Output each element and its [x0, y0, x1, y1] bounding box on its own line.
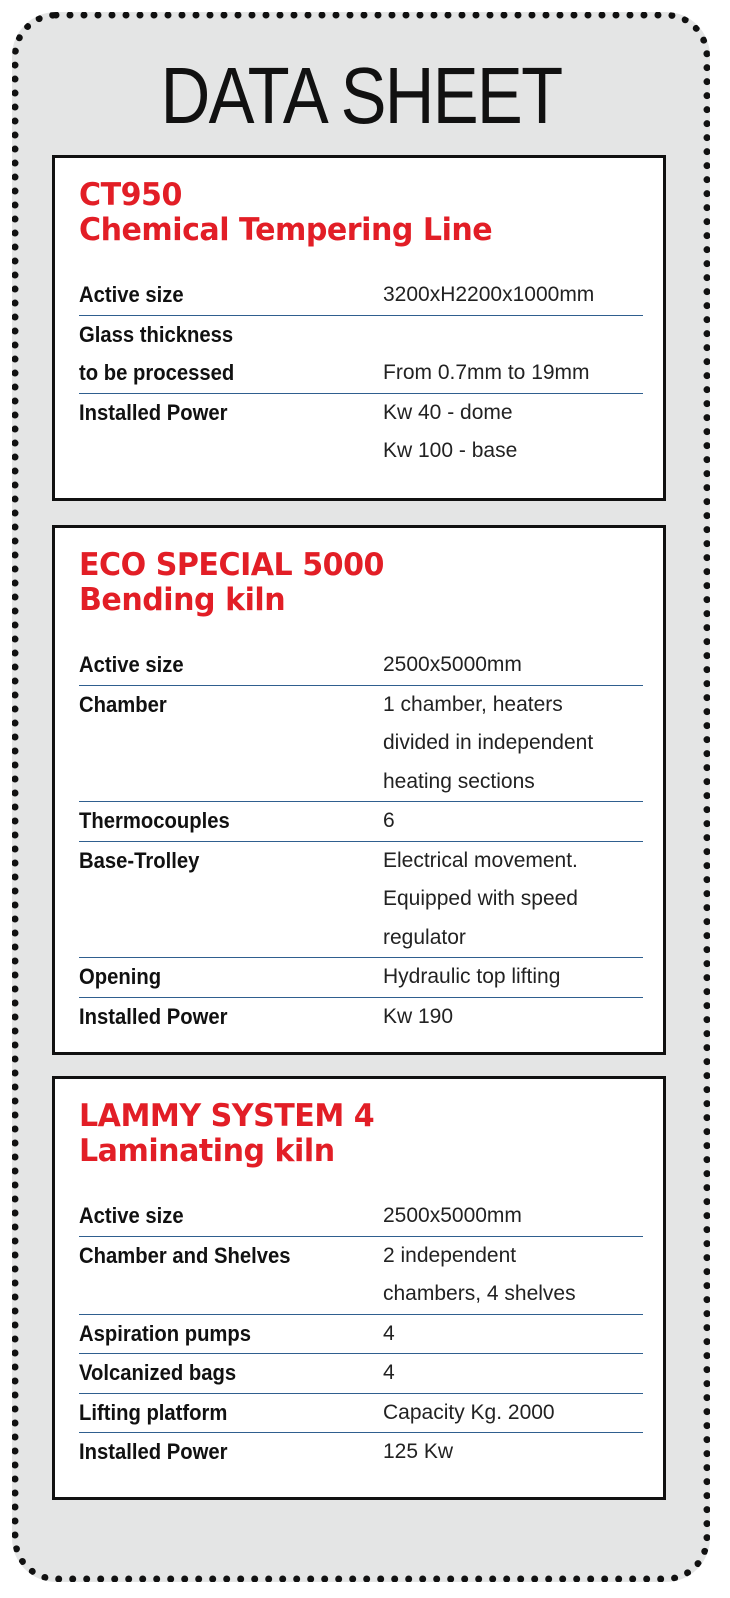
card-title-description: Laminating kiln: [79, 1133, 335, 1169]
spec-label: Base-Trolley: [79, 847, 200, 873]
spec-value: Kw 40 - dome Kw 100 - base: [383, 400, 518, 462]
spec-label: Aspiration pumps: [79, 1320, 252, 1346]
product-card-lammy-system-4: [52, 1076, 666, 1500]
spec-row-installed-power: [79, 998, 643, 1037]
spec-row-chamber-and-shelves: [79, 1237, 643, 1315]
product-card-ct950: [52, 155, 666, 501]
spec-table: [79, 646, 643, 1036]
card-title-description: Chemical Tempering Line: [79, 212, 493, 248]
spec-value: 125 Kw: [383, 1440, 454, 1463]
spec-label: Chamber and Shelves: [79, 1242, 291, 1268]
spec-value: From 0.7mm to 19mm: [383, 361, 590, 384]
spec-label: Active size: [79, 652, 184, 677]
spec-label: Chamber: [79, 691, 167, 717]
spec-value: 3200xH2200x1000mm: [383, 283, 595, 306]
spec-label: Glass thickness to be processed: [79, 321, 235, 385]
spec-value: Kw 190: [383, 1004, 454, 1028]
spec-label: Installed Power: [79, 1003, 228, 1029]
spec-row-installed-power: [79, 394, 643, 471]
spec-row-opening: [79, 958, 643, 998]
spec-row-thermocouples: [79, 802, 643, 842]
spec-label: Installed Power: [79, 1439, 228, 1464]
spec-value: 2500x5000mm: [383, 1204, 522, 1227]
spec-label: Installed Power: [79, 399, 228, 425]
spec-value: 2 independent chambers, 4 shelves: [383, 1243, 576, 1305]
spec-table: [79, 276, 643, 471]
spec-value: Hydraulic top lifting: [383, 965, 561, 988]
spec-row-active-size: [79, 1197, 643, 1237]
spec-value: 6: [383, 809, 395, 832]
card-title-model: CT950: [79, 177, 182, 213]
spec-row-active-size: [79, 276, 643, 316]
spec-value: 2500x5000mm: [383, 653, 522, 676]
spec-row-aspiration-pumps: [79, 1315, 643, 1355]
spec-label: Lifting platform: [79, 1399, 228, 1425]
spec-value: 1 chamber, heaters divided in independent heating sections: [383, 692, 594, 793]
card-title: [79, 178, 492, 248]
spec-value: Electrical movement. Equipped with speed regulator: [383, 848, 578, 949]
spec-row-active-size: [79, 646, 643, 686]
spec-label: Volcanized bags: [79, 1360, 237, 1385]
spec-value: Capacity Kg. 2000: [383, 1400, 555, 1424]
card-title-model: ECO SPECIAL 5000: [79, 547, 384, 583]
spec-value: 4: [383, 1361, 395, 1384]
spec-row-installed-power: [79, 1433, 643, 1472]
spec-label: Thermocouples: [79, 808, 230, 833]
spec-row-chamber: [79, 686, 643, 803]
product-card-eco-special-5000: [52, 525, 666, 1055]
card-title-model: LAMMY SYSTEM 4: [79, 1098, 375, 1134]
spec-row-glass-thickness: [79, 316, 643, 394]
spec-value: 4: [383, 1321, 395, 1345]
spec-row-lifting-platform: [79, 1394, 643, 1434]
spec-row-base-trolley: [79, 842, 643, 959]
card-title-description: Bending kiln: [79, 582, 286, 618]
spec-label: Active size: [79, 1203, 184, 1228]
spec-label: Opening: [79, 964, 162, 989]
spec-label: Active size: [79, 282, 184, 307]
page-title: DATA SHEET: [160, 51, 562, 140]
card-title: [79, 548, 384, 618]
spec-row-volcanized-bags: [79, 1354, 643, 1394]
spec-table: [79, 1197, 643, 1472]
card-title: [79, 1099, 374, 1169]
